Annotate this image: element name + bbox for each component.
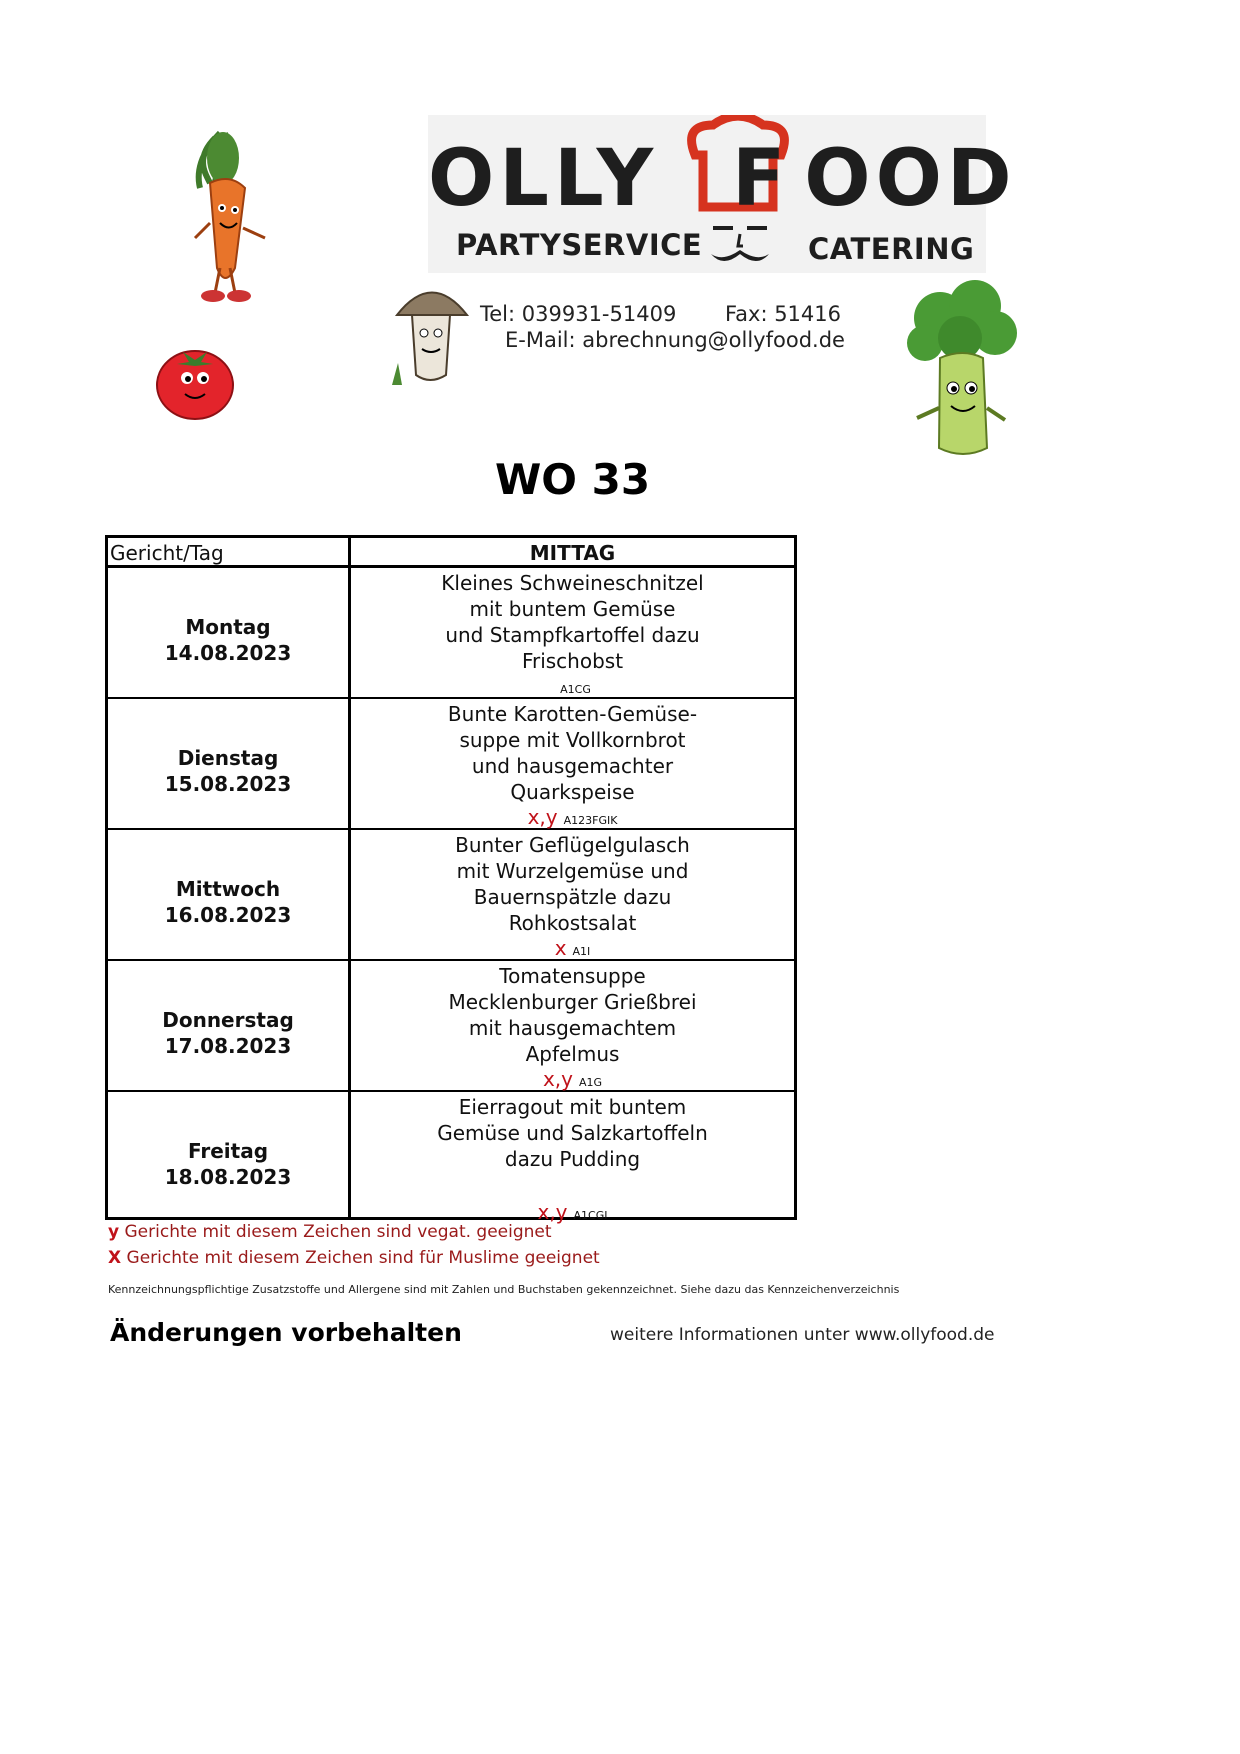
table-row-monday xyxy=(108,568,794,699)
legend-symbol-y: y xyxy=(108,1222,120,1242)
contact-fax: Fax: 51416 xyxy=(725,302,842,326)
meal-line: Bunter Geflügelgulasch xyxy=(455,833,690,857)
allergen-code: A1G xyxy=(578,1076,603,1089)
logo-name-left: OLLY xyxy=(428,134,659,224)
mushroom-mascot-icon xyxy=(392,275,470,390)
broccoli-mascot-icon xyxy=(905,278,1020,463)
table-row-wednesday xyxy=(108,830,794,961)
table-header-row xyxy=(108,538,794,568)
carrot-mascot-icon xyxy=(185,128,280,308)
meal-line: Gemüse und Salzkartoffeln xyxy=(437,1121,708,1145)
day-date: 17.08.2023 xyxy=(164,1034,292,1058)
meal-line: und hausgemachter xyxy=(471,754,674,778)
meal-line: dazu Pudding xyxy=(504,1147,641,1171)
meal-line: Quarkspeise xyxy=(510,780,635,804)
day-date: 14.08.2023 xyxy=(164,641,292,665)
day-label: Mittwoch xyxy=(175,877,281,901)
day-label: Dienstag xyxy=(177,746,279,770)
legend-vegetarian xyxy=(108,1222,552,1242)
meal-codes xyxy=(351,675,794,697)
day-name xyxy=(108,614,348,666)
header-dish-day: Gericht/Tag xyxy=(110,541,224,565)
diet-marks: x xyxy=(554,936,567,960)
tomato-mascot-icon xyxy=(153,340,238,422)
table-row-tuesday xyxy=(108,699,794,830)
day-date: 16.08.2023 xyxy=(164,903,292,927)
logo-letter-f: F xyxy=(732,134,791,224)
meal-description xyxy=(351,1094,794,1172)
table-row-friday xyxy=(108,1092,794,1223)
company-logo xyxy=(428,115,1017,273)
day-date: 18.08.2023 xyxy=(164,1165,292,1189)
more-info: weitere Informationen unter www.ollyfood.de xyxy=(610,1325,995,1345)
day-name xyxy=(108,1007,348,1059)
meal-codes xyxy=(351,1068,794,1090)
logo-partyservice: PARTYSERVICE xyxy=(456,228,703,262)
allergen-note: Kennzeichnungspflichtige Zusatzstoffe und Allergene sind mit Zahlen und Buchstaben gekennzeichnet. Siehe dazu das Kennzeichenverzeichnis xyxy=(108,1283,900,1296)
logo-catering: CATERING xyxy=(808,232,975,266)
week-title: WO 33 xyxy=(494,455,651,504)
diet-marks: x,y xyxy=(542,1067,573,1091)
meal-codes xyxy=(351,1201,794,1223)
day-label: Montag xyxy=(185,615,271,639)
contact-email: E-Mail: abrechnung@ollyfood.de xyxy=(505,328,845,352)
day-name xyxy=(108,876,348,928)
legend-text-x: Gerichte mit diesem Zeichen sind für Muslime geeignet xyxy=(126,1248,600,1268)
table-row-thursday xyxy=(108,961,794,1092)
meal-line: Tomatensuppe xyxy=(499,964,646,988)
allergen-code: A1I xyxy=(572,945,591,958)
contact-tel: Tel: 039931-51409 xyxy=(480,302,677,326)
changes-reserved: Änderungen vorbehalten xyxy=(110,1318,462,1347)
day-date: 15.08.2023 xyxy=(164,772,292,796)
menu-table xyxy=(105,535,797,1224)
meal-line: Frischobst xyxy=(521,649,624,673)
day-name xyxy=(108,1138,348,1190)
meal-line: und Stampfkartoffel dazu xyxy=(445,623,700,647)
meal-codes xyxy=(351,937,794,959)
meal-line: Bunte Karotten-Gemüse- xyxy=(447,702,698,726)
allergen-code: A1CGI xyxy=(573,1209,608,1222)
meal-description xyxy=(351,701,794,805)
meal-description xyxy=(351,963,794,1067)
meal-line: Rohkostsalat xyxy=(508,911,637,935)
meal-line: mit hausgemachtem xyxy=(468,1016,677,1040)
meal-line: mit buntem Gemüse xyxy=(469,597,676,621)
meal-line: suppe mit Vollkornbrot xyxy=(459,728,686,752)
meal-line: Kleines Schweineschnitzel xyxy=(441,571,704,595)
meal-codes xyxy=(351,806,794,828)
legend-symbol-x: X xyxy=(108,1248,122,1268)
header-lunch: MITTAG xyxy=(529,541,616,565)
day-name xyxy=(108,745,348,797)
day-label: Freitag xyxy=(187,1139,269,1163)
meal-description xyxy=(351,832,794,936)
allergen-code: A1CG xyxy=(560,683,591,696)
meal-line: Apfelmus xyxy=(525,1042,620,1066)
meal-description xyxy=(351,570,794,674)
meal-line: mit Wurzelgemüse und xyxy=(456,859,689,883)
meal-line: Mecklenburger Grießbrei xyxy=(448,990,697,1014)
legend-text-y: Gerichte mit diesem Zeichen sind vegat. geeignet xyxy=(124,1222,552,1242)
meal-line: Bauernspätzle dazu xyxy=(473,885,672,909)
logo-name-right xyxy=(732,134,1017,224)
logo-name-rest: OOD xyxy=(804,134,1017,224)
day-label: Donnerstag xyxy=(162,1008,294,1032)
allergen-code: A123FGIK xyxy=(563,814,618,827)
meal-line: Eierragout mit buntem xyxy=(458,1095,687,1119)
legend-muslim xyxy=(108,1248,600,1268)
diet-marks: x,y xyxy=(527,805,558,829)
diet-marks: x,y xyxy=(537,1200,568,1224)
mustache-face-icon xyxy=(705,220,775,270)
